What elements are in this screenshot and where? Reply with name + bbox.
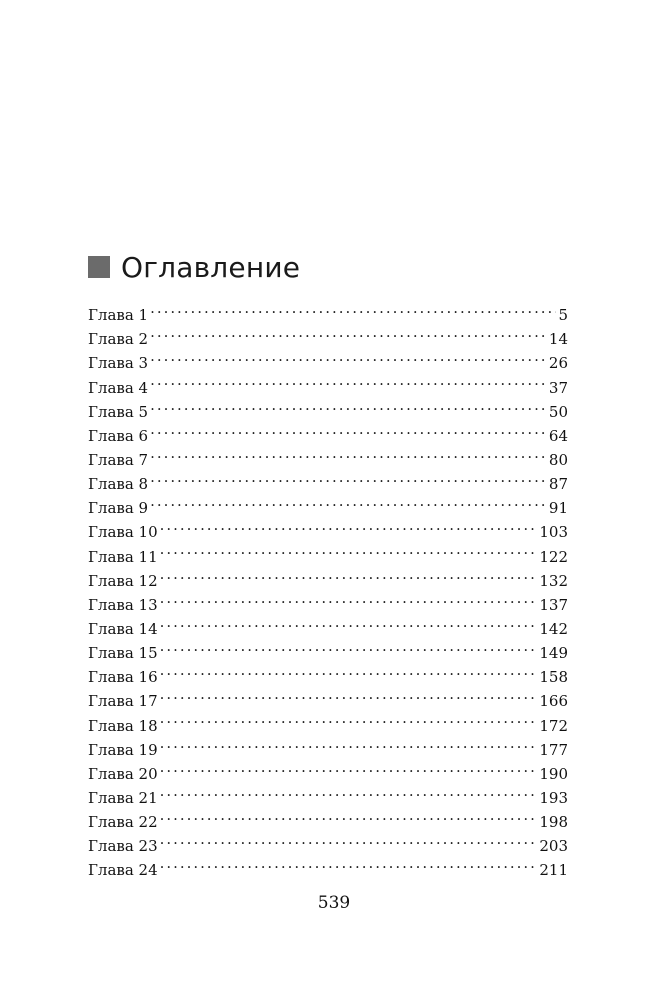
- toc-entry-page: 211: [539, 861, 568, 876]
- toc-dot-leader: [150, 296, 556, 320]
- toc-entry[interactable]: [88, 586, 568, 610]
- table-of-contents: [88, 296, 568, 875]
- toc-dot-leader: [160, 586, 538, 610]
- toc-entry-label: Глава 14: [88, 619, 158, 634]
- toc-entry[interactable]: [88, 513, 568, 537]
- toc-entry-label: Глава 8: [88, 475, 149, 490]
- toc-entry-page: 132: [539, 571, 568, 586]
- toc-entry[interactable]: [88, 755, 568, 779]
- toc-entry[interactable]: [88, 658, 568, 682]
- toc-dot-leader: [150, 465, 547, 489]
- toc-entry[interactable]: [88, 803, 568, 827]
- toc-dot-leader: [160, 537, 538, 561]
- toc-entry[interactable]: [88, 537, 568, 561]
- toc-dot-leader: [160, 803, 538, 827]
- toc-entry-label: Глава 16: [88, 668, 158, 683]
- toc-entry-page: 166: [539, 692, 568, 707]
- toc-entry-page: 122: [539, 547, 568, 562]
- square-bullet-icon: [88, 256, 110, 278]
- toc-dot-leader: [150, 441, 547, 465]
- toc-dot-leader: [150, 489, 547, 513]
- toc-entry[interactable]: [88, 562, 568, 586]
- toc-entry-label: Глава 19: [88, 740, 158, 755]
- toc-dot-leader: [160, 610, 538, 634]
- toc-entry-label: Глава 22: [88, 813, 158, 828]
- toc-entry-page: 103: [539, 523, 568, 538]
- toc-dot-leader: [160, 706, 538, 730]
- toc-entry-label: Глава 2: [88, 330, 149, 345]
- toc-entry-label: Глава 9: [88, 499, 149, 514]
- toc-entry-label: Глава 1: [88, 306, 149, 321]
- toc-entry[interactable]: [88, 634, 568, 658]
- toc-entry-page: 5: [558, 306, 568, 321]
- toc-entry[interactable]: [88, 417, 568, 441]
- toc-entry[interactable]: [88, 682, 568, 706]
- toc-entry-page: 50: [548, 402, 568, 417]
- page-number: 539: [317, 893, 351, 913]
- toc-entry-page: 87: [548, 475, 568, 490]
- toc-dot-leader: [150, 344, 547, 368]
- toc-entry-page: 142: [539, 619, 568, 634]
- toc-dot-leader: [160, 634, 538, 658]
- toc-entry-page: 149: [539, 644, 568, 659]
- toc-entry[interactable]: [88, 465, 568, 489]
- toc-entry-label: Глава 6: [88, 426, 149, 441]
- toc-entry[interactable]: [88, 320, 568, 344]
- toc-dot-leader: [160, 731, 538, 755]
- toc-entry-page: 14: [548, 330, 568, 345]
- toc-entry-label: Глава 17: [88, 692, 158, 707]
- toc-entry[interactable]: [88, 779, 568, 803]
- toc-dot-leader: [160, 827, 538, 851]
- toc-entry-page: 203: [539, 837, 568, 852]
- toc-dot-leader: [160, 658, 538, 682]
- toc-entry-page: 91: [548, 499, 568, 514]
- toc-entry-label: Глава 3: [88, 354, 149, 369]
- toc-entry[interactable]: [88, 368, 568, 392]
- toc-entry-label: Глава 7: [88, 450, 149, 465]
- toc-entry-page: 26: [548, 354, 568, 369]
- toc-entry-page: 190: [539, 764, 568, 779]
- toc-entry-label: Глава 13: [88, 595, 158, 610]
- toc-heading: [88, 247, 300, 287]
- page-title: Оглавление: [121, 250, 301, 284]
- toc-entry-label: Глава 12: [88, 571, 158, 586]
- toc-entry[interactable]: [88, 706, 568, 730]
- toc-entry[interactable]: [88, 344, 568, 368]
- toc-entry-page: 198: [539, 813, 568, 828]
- toc-dot-leader: [150, 417, 547, 441]
- toc-entry-label: Глава 5: [88, 402, 149, 417]
- toc-entry-page: 80: [548, 450, 568, 465]
- toc-dot-leader: [160, 779, 538, 803]
- toc-entry[interactable]: [88, 441, 568, 465]
- toc-entry-label: Глава 18: [88, 716, 158, 731]
- toc-dot-leader: [160, 513, 538, 537]
- toc-dot-leader: [160, 682, 538, 706]
- toc-entry[interactable]: [88, 610, 568, 634]
- toc-dot-leader: [160, 755, 538, 779]
- toc-dot-leader: [150, 393, 547, 417]
- toc-entry[interactable]: [88, 489, 568, 513]
- toc-entry[interactable]: [88, 296, 568, 320]
- toc-entry-page: 193: [539, 788, 568, 803]
- toc-entry[interactable]: [88, 393, 568, 417]
- toc-entry-label: Глава 21: [88, 788, 158, 803]
- toc-dot-leader: [160, 851, 538, 875]
- toc-entry-label: Глава 23: [88, 837, 158, 852]
- toc-entry-page: 158: [539, 668, 568, 683]
- toc-entry[interactable]: [88, 827, 568, 851]
- toc-dot-leader: [150, 368, 547, 392]
- toc-entry-label: Глава 11: [88, 547, 158, 562]
- toc-entry-page: 172: [539, 716, 568, 731]
- toc-entry-label: Глава 10: [88, 523, 158, 538]
- toc-entry-label: Глава 15: [88, 644, 158, 659]
- toc-dot-leader: [150, 320, 547, 344]
- toc-entry-page: 37: [548, 378, 568, 393]
- toc-entry[interactable]: [88, 851, 568, 875]
- toc-entry-label: Глава 20: [88, 764, 158, 779]
- toc-entry-page: 137: [539, 595, 568, 610]
- toc-entry-label: Глава 24: [88, 861, 158, 876]
- toc-entry-label: Глава 4: [88, 378, 149, 393]
- toc-entry-page: 177: [539, 740, 568, 755]
- toc-entry[interactable]: [88, 731, 568, 755]
- toc-entry-page: 64: [548, 426, 568, 441]
- toc-dot-leader: [160, 562, 538, 586]
